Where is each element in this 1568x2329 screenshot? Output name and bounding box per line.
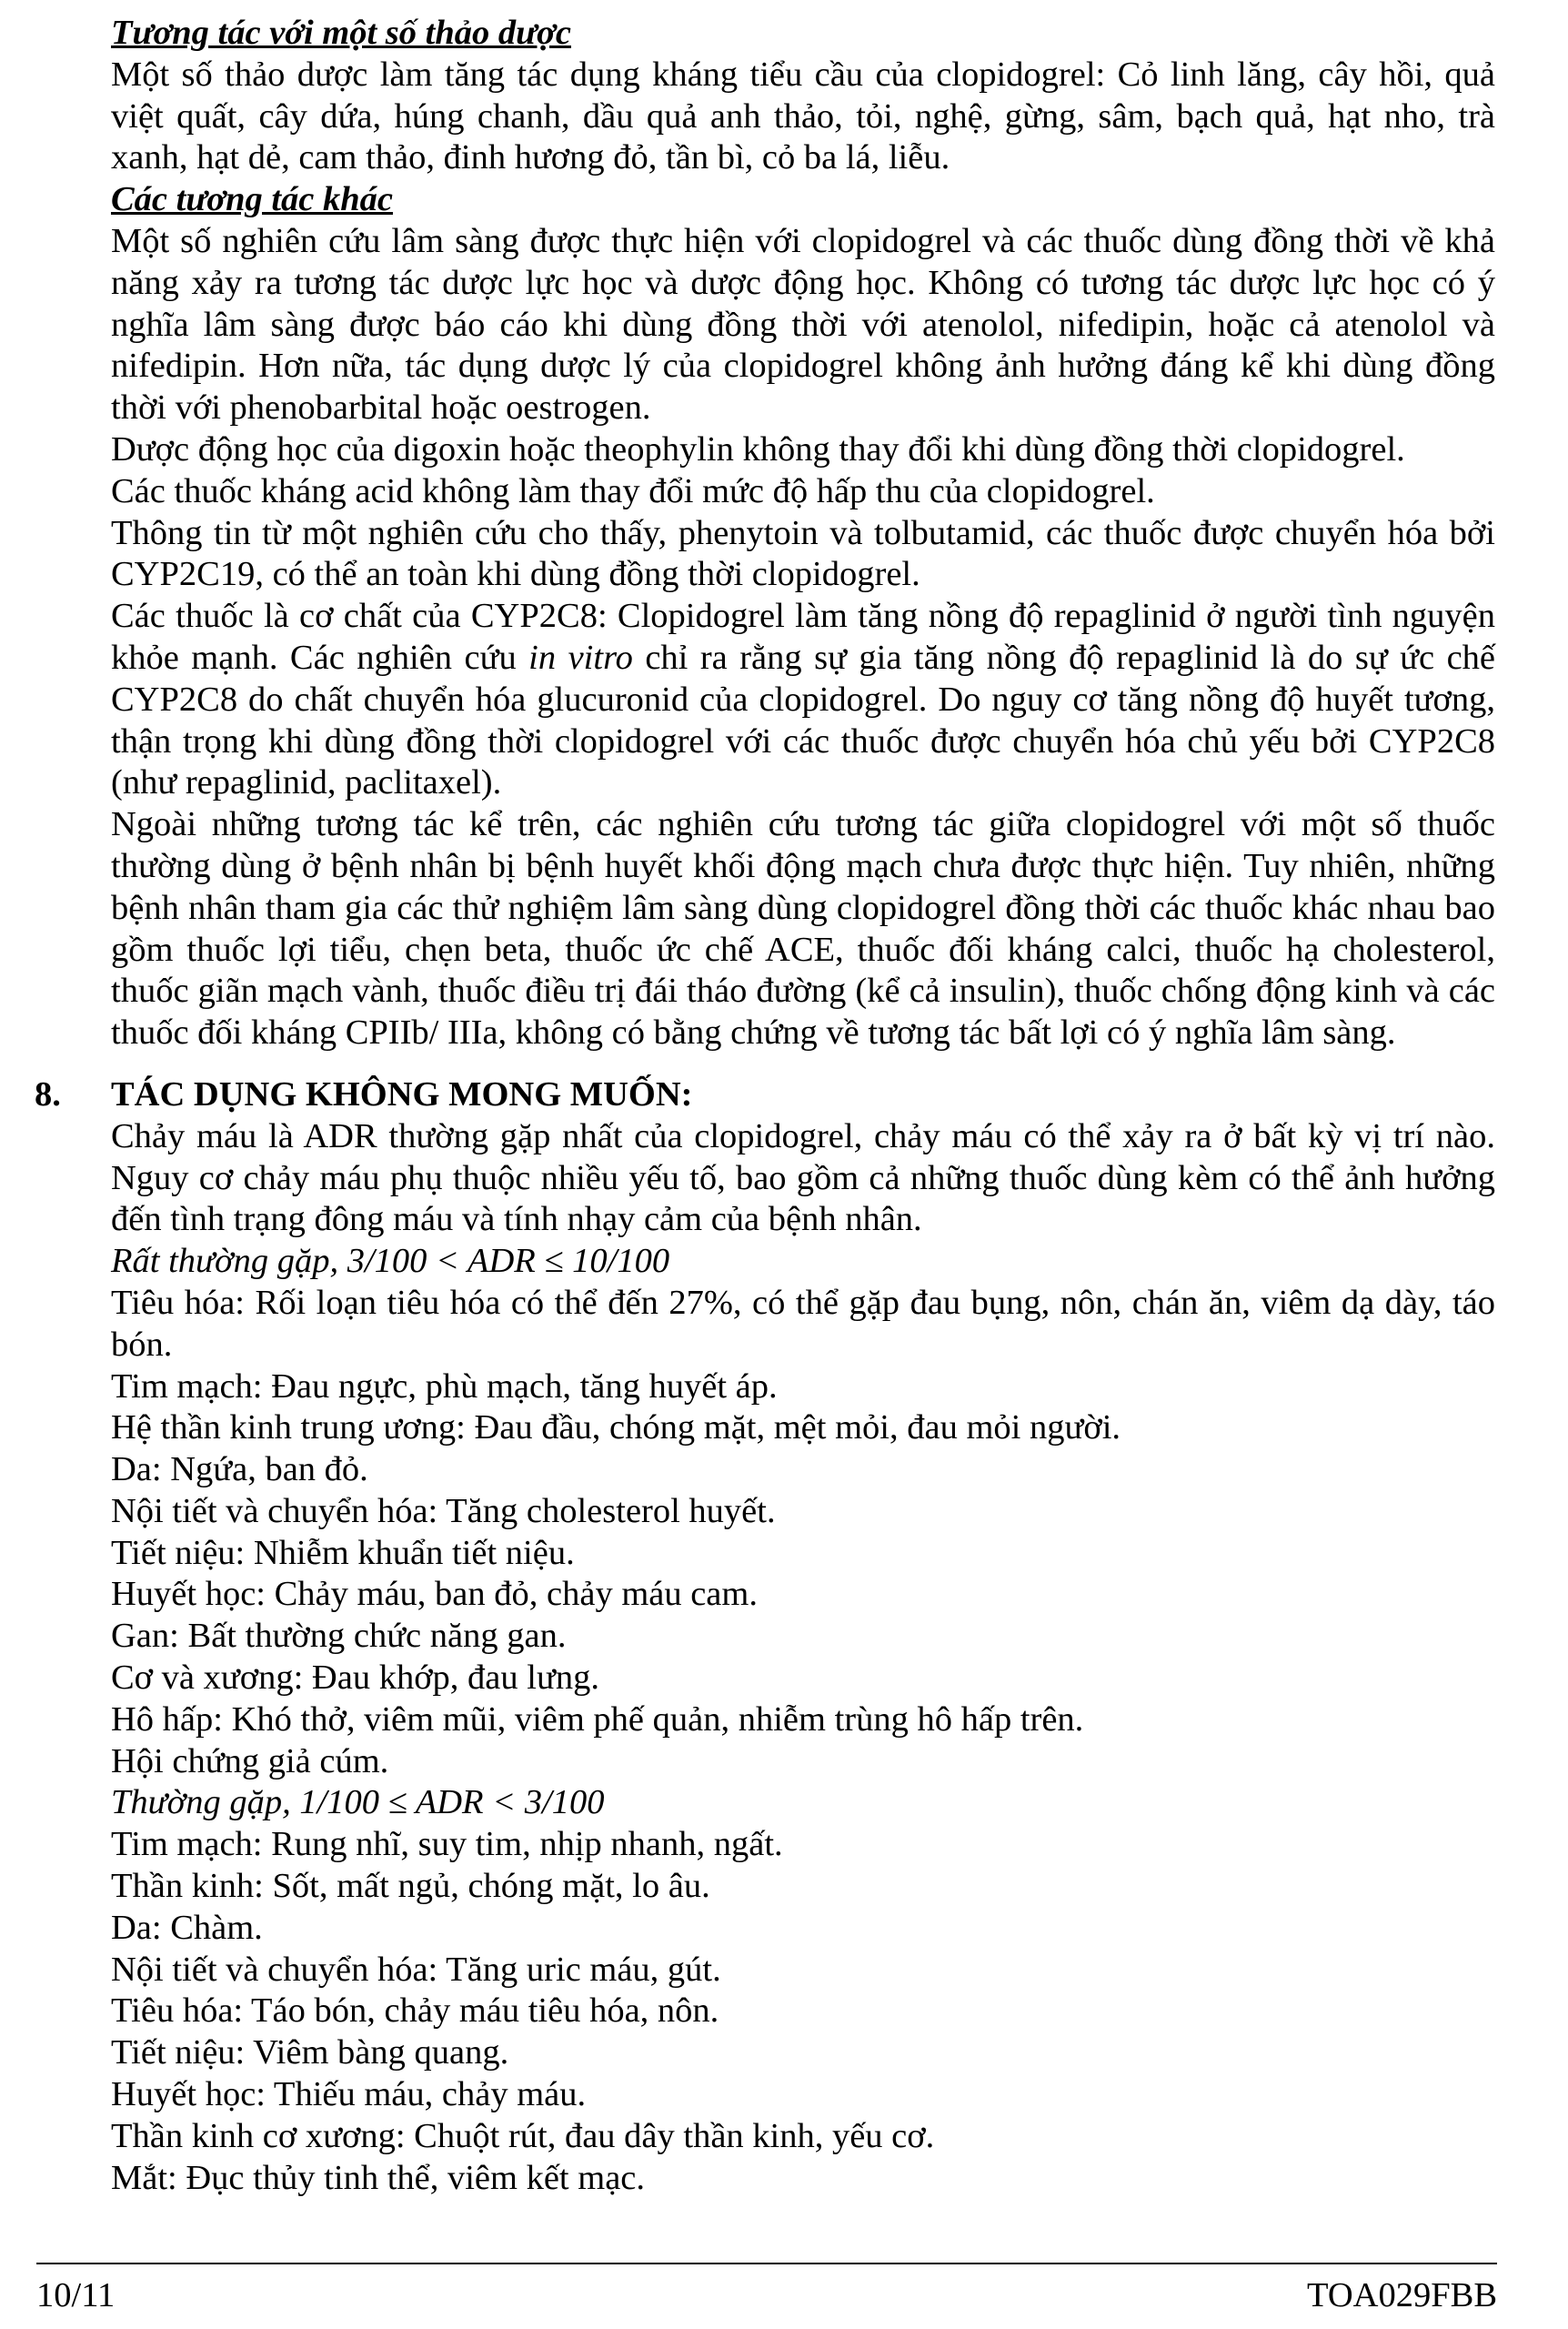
section-8-intro: Chảy máu là ADR thường gặp nhất của clopidogrel, chảy máu có thể xảy ra ở bất kỳ vị trí nào. Nguy cơ chảy máu phụ thuộc nhiều yếu tố, bao gồm cả những thuốc dùng kèm có thể ảnh hưởng đến tình trạng đông máu và tính nhạy cảm của bệnh nhân. <box>111 1116 1495 1239</box>
list-item: Thần kinh cơ xương: Chuột rút, đau dây thần kinh, yếu cơ. <box>111 2116 935 2155</box>
paragraph-cyp2c8 <box>111 596 1495 804</box>
paragraph-digoxin: Dược động học của digoxin hoặc theophylin không thay đổi khi dùng đồng thời clopidogrel. <box>111 429 1405 469</box>
list-item: Tiết niệu: Nhiễm khuẩn tiết niệu. <box>111 1533 575 1572</box>
page-content <box>35 13 1496 2199</box>
common-list <box>111 1824 1495 2199</box>
list-item: Thần kinh: Sốt, mất ngủ, chóng mặt, lo âu. <box>111 1867 710 1906</box>
list-item: Tiêu hóa: Táo bón, chảy máu tiêu hóa, nôn. <box>111 1991 719 2031</box>
list-item: Nội tiết và chuyển hóa: Tăng uric máu, gút. <box>111 1950 721 1989</box>
section-8-heading <box>35 1074 1495 1116</box>
very-common-list <box>111 1283 1495 1783</box>
paragraph-cyp2c19: Thông tin từ một nghiên cứu cho thấy, phenytoin và tolbutamid, các thuốc được chuyển hóa bởi CYP2C19, có thể an toàn khi dùng đồng thời clopidogrel. <box>111 513 1495 594</box>
paragraph-pharmacodynamics: Một số nghiên cứu lâm sàng được thực hiện với clopidogrel và các thuốc dùng đồng thời về khả năng xảy ra tương tác dược lực học và dược động học. Không có tương tác dược lực học có ý nghĩa lâm sàng được báo cáo khi dùng đồng thời với atenolol, nifedipin, hoặc cả atenolol và nifedipin. Hơn nữa, tác dụng dược lý của clopidogrel không ảnh hưởng đáng kể khi dùng đồng thời với phenobarbital hoặc oestrogen. <box>111 221 1495 428</box>
list-item: Hệ thần kinh trung ương: Đau đầu, chóng mặt, mệt mỏi, đau mỏi người. <box>111 1408 1121 1447</box>
document-code: TOA029FBB <box>1307 2276 1497 2314</box>
list-item: Gan: Bất thường chức năng gan. <box>111 1617 567 1656</box>
list-item: Tiêu hóa: Rối loạn tiêu hóa có thể đến 27%, có thể gặp đau bụng, nôn, chán ăn, viêm dạ dày, táo bón. <box>111 1283 1495 1364</box>
page-number: 10/11 <box>36 2276 116 2314</box>
common-frequency-label: Thường gặp, 1/100 ≤ ADR < 3/100 <box>111 1783 605 1822</box>
cyp2c8-text-before: Các thuốc là cơ chất của CYP2C8: Clopidogrel làm tăng nồng độ repaglinid ở người tình nguyện khỏe mạnh. Các nghiên cứu <box>111 597 1495 677</box>
list-item: Nội tiết và chuyển hóa: Tăng cholesterol huyết. <box>111 1491 776 1530</box>
paragraph-other-drugs: Ngoài những tương tác kể trên, các nghiên cứu tương tác giữa clopidogrel với một số thuốc thường dùng ở bệnh nhân bị bệnh huyết khối động mạch chưa được thực hiện. Tuy nhiên, những bệnh nhân tham gia các thử nghiệm lâm sàng dùng clopidogrel đồng thời các thuốc khác nhau bao gồm thuốc lợi tiểu, chẹn beta, thuốc ức chế ACE, thuốc đối kháng calci, thuốc hạ cholesterol, thuốc giãn mạch vành, thuốc điều trị đái tháo đường (kể cả insulin), thuốc chống động kinh và các thuốc đối kháng CPIIb/ IIIa, không có bằng chứng về tương tác bất lợi có ý nghĩa lâm sàng. <box>111 805 1495 1053</box>
section-title: TÁC DỤNG KHÔNG MONG MUỐN: <box>111 1074 693 1114</box>
very-common-frequency-label: Rất thường gặp, 3/100 < ADR ≤ 10/100 <box>111 1242 670 1281</box>
herbal-interaction-text: Một số thảo dược làm tăng tác dụng kháng tiểu cầu của clopidogrel: Cỏ linh lăng, cây hồi, quả việt quất, cây dứa, húng chanh, dầu quả anh thảo, tỏi, nghệ, gừng, sâm, bạch quả, hạt nho, trà xanh, hạt dẻ, cam thảo, đinh hương đỏ, tần bì, cỏ ba lá, liễu. <box>111 55 1495 177</box>
list-item: Huyết học: Thiếu máu, chảy máu. <box>111 2075 587 2114</box>
list-item: Huyết học: Chảy máu, ban đỏ, chảy máu cam. <box>111 1575 758 1614</box>
list-item: Da: Chàm. <box>111 1908 263 1947</box>
in-vitro-term: in vitro <box>528 638 633 677</box>
other-interactions-heading: Các tương tác khác <box>111 180 394 219</box>
list-item: Tim mạch: Đau ngực, phù mạch, tăng huyết áp. <box>111 1366 778 1406</box>
list-item: Tiết niệu: Viêm bàng quang. <box>111 2033 509 2072</box>
list-item: Hô hấp: Khó thở, viêm mũi, viêm phế quản, nhiễm trùng hô hấp trên. <box>111 1699 1084 1739</box>
cyp2c8-text-after: chỉ ra rằng sự gia tăng nồng độ repaglinid là do sự ức chế CYP2C8 do chất chuyển hóa glucuronid của clopidogrel. Do nguy cơ tăng nồng độ huyết tương, thận trọng khi dùng đồng thời clopidogrel với các thuốc được chuyển hóa chủ yếu bởi CYP2C8 (như repaglinid, paclitaxel). <box>111 638 1496 802</box>
list-item: Da: Ngứa, ban đỏ. <box>111 1450 368 1489</box>
herbal-interaction-heading: Tương tác với một số thảo dược <box>111 14 571 52</box>
section-number: 8. <box>35 1074 61 1114</box>
footer-divider <box>36 2263 1497 2264</box>
list-item: Tim mạch: Rung nhĩ, suy tim, nhịp nhanh, ngất. <box>111 1825 783 1864</box>
paragraph-antacids: Các thuốc kháng acid không làm thay đổi mức độ hấp thu của clopidogrel. <box>111 471 1155 510</box>
list-item: Hội chứng giả cúm. <box>111 1741 389 1780</box>
list-item: Mắt: Đục thủy tinh thể, viêm kết mạc. <box>111 2158 645 2197</box>
list-item: Cơ và xương: Đau khớp, đau lưng. <box>111 1659 599 1698</box>
